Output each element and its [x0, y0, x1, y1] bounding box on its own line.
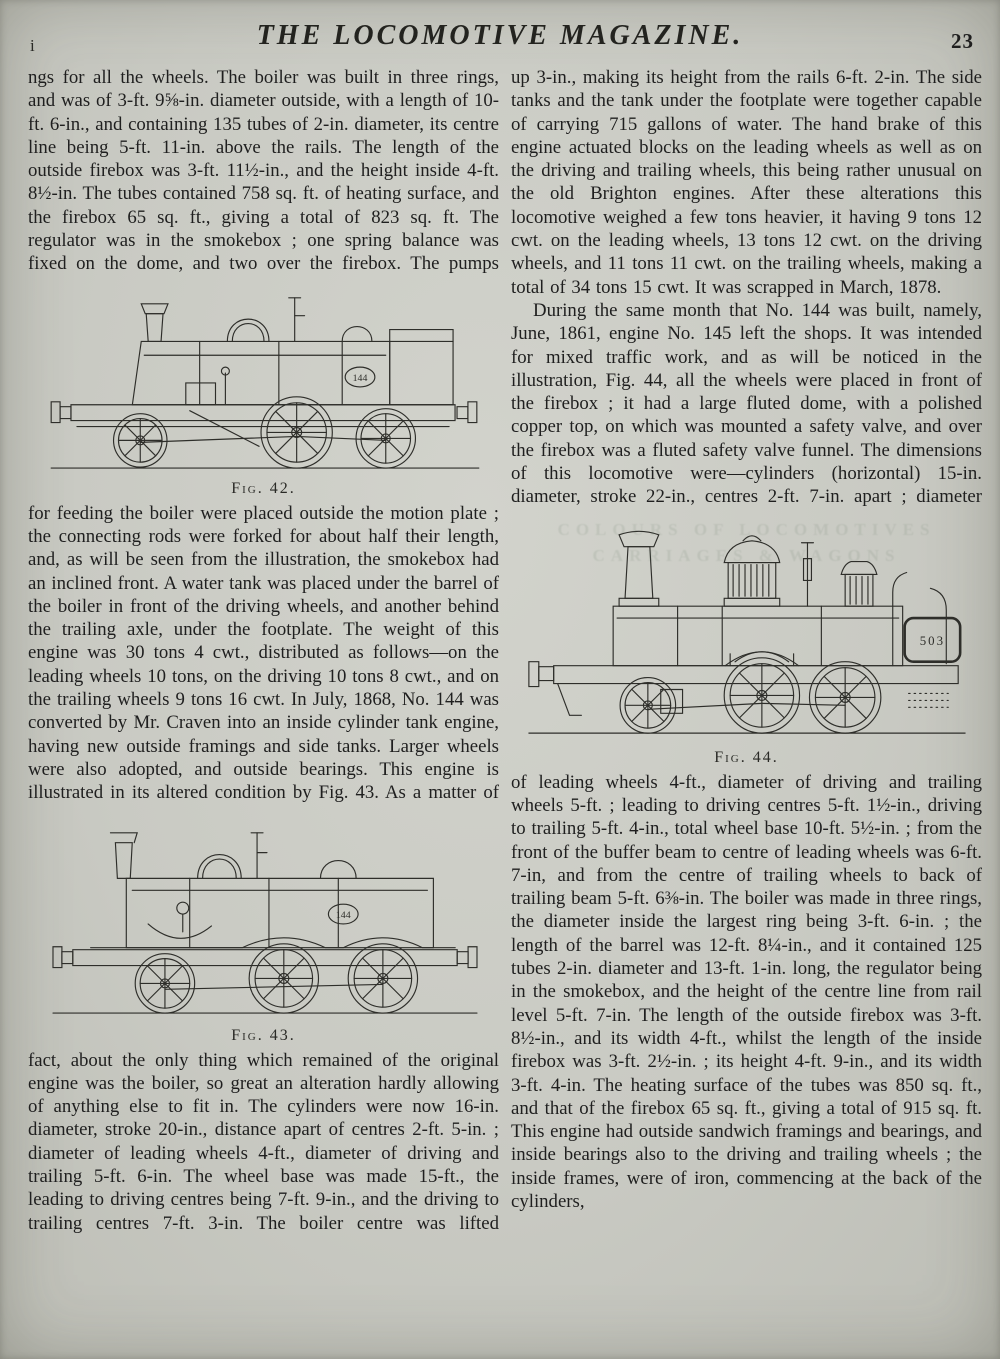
page-number: 23: [951, 29, 974, 53]
engine-number-plate: 144: [335, 909, 351, 921]
figure-caption: Fig. 44.: [714, 748, 779, 766]
figure-caption: Fig. 43.: [231, 1026, 296, 1044]
paragraph: fact, about the only thing which remained of the original engine was the boiler, so great an alteration hardly allowing of anything else to fit in. The cylinders were now 16-in. diameter, stroke 20-in., distance apart of centres 2-ft. 5-in. ; diameter of leading wheels 4-ft., diameter of driving and trailing 5-ft. 6-in. The wheel base was made 15-ft., the leading to driving centres being 7-ft. 9-in., and the driving to trailing centres 7-ft. 3-in. The boiler centre was lifted: [28, 1049, 499, 1234]
paragraph: During the same month that No. 144 was built, namely, June, 1861, engine No. 145 left the shops. It was intended for mixed traffic work, and as will be noticed in the illustration, Fig. 44, all the wheels were placed in front of the firebox ; it had a large fluted dome, with a polished copper top, on which was mounted a safety valve, and over the firebox was a fluted safety valve funnel. The dimensions of this locomotive were—cylinders (horizontal) 15-in. diameter, stroke 22-in., centres 2-ft. 7-in. apart ; diameter: [511, 299, 982, 508]
page-title: THE LOCOMOTIVE MAGAZINE.: [256, 20, 744, 51]
figure-caption: Fig. 42.: [231, 479, 296, 497]
locomotive-drawing-fig43: [41, 813, 487, 1025]
figure-44: [511, 515, 982, 767]
paragraph: of leading wheels 4-ft., diameter of driving and trailing wheels 5-ft. ; leading to driving centres 5-ft. 1½-in., driving to trailing 5-ft. 4-in., total wheel base 10-ft. 5½-in. ; from the front of the buffer beam to centre of leading wheels was 6-ft. 7-in, and from the centre of trailing wheels to back of trailing beam 5-ft. 6⅜-in. The boiler was made in three rings, the diameter inside the largest ring being 3-ft. 6-in. ; the length of the barrel was 12-ft. 8¼-in., and it contained 125 tubes 2-in. diameter and 13-ft. 1-in. long, the regulator being in the smokebox, and the height of the centre line from rail level 5-ft. 7-in. The length of the outside firebox was 3-ft. 8½-in., and its width 4-ft., whilst the length of the inside firebox was 3-ft. 2½-in. ; its height 4-ft. 9-in., and its width 3-ft. 4-in. The heating surface of the tubes was 850 sq. ft., and that of the firebox 65 sq. ft., giving a total of 915 sq. ft. This engine had outside sandwich framings and bearings, and inside bearings also to the driving and trailing wheels ; the inside frames, were of iron, commencing at the back of the cylinders,: [511, 771, 982, 1212]
locomotive-drawing-fig44: [512, 515, 982, 747]
engine-number-plate: 503: [919, 633, 945, 648]
ghost-bleedthrough-text: COLOURS OF LOCOMOTIVES CARRIAGES & WAGONS: [557, 519, 936, 565]
engine-number-plate: 144: [352, 372, 367, 384]
two-column-layout: [28, 66, 982, 1235]
paragraph: for feeding the boiler were placed outside the motion plate ; the connecting rods were forked for about half their length, and, as will be seen from the illustration, the smokebox had an inclined front. A water tank was placed under the barrel of the boiler in front of the driving wheels, and another behind the trailing axle, under the footplate. The weight of this engine was 30 tons 4 cwt., distributed as follows—on the leading wheels 10 tons, on the driving 10 tons 8 cwt., and on the trailing wheels 9 tons 16 cwt. In July, 1868, No. 144 was converted by Mr. Craven into an inside cylinder tank engine, having new outside framings and side tanks. Larger wheels were also adopted, and outside bearings. This engine is illustrated in its altered condition by Fig. 43. As a matter of: [28, 502, 499, 804]
left-column: [28, 66, 499, 1235]
paragraph: ngs for all the wheels. The boiler was built in three rings, and was of 3-ft. 9⅝-in. diameter outside, with a length of 10-ft. 6-in., and containing 135 tubes of 2-in. diameter, its centre line being 5-ft. 11-in. above the rails. The length of the outside firebox was 3-ft. 11½-in., and the height inside 4-ft. 8½-in. The tubes contained 758 sq. ft. of heating surface, and the firebox 65 sq. ft., giving a total of 823 sq. ft. The regulator was in the smokebox ; one spring balance was fixed on the dome, and two over the firebox. The pumps: [28, 67, 499, 275]
figure-43: [28, 813, 499, 1045]
figure-42: [28, 282, 499, 498]
margin-mark: i: [30, 36, 35, 55]
paragraph: up 3-in., making its height from the rails 6-ft. 2-in. The side tanks and the tank under the footplate were together capable of carrying 715 gallons of water. The hand brake of this engine actuated blocks on the leading wheels as well as on the driving and trailing wheels, this being rather unusual on the old Brighton engines. After these alterations this locomotive weighed a few tons heavier, it having 9 tons 12 cwt. on the leading wheels, 13 tons 12 cwt. on the driving wheels, and 11 tons 11 cwt. on the trailing wheels, making a total of 34 tons 15 cwt. It was scrapped in March, 1878.: [511, 67, 982, 298]
locomotive-drawing-fig42: [41, 282, 487, 478]
right-column: [511, 66, 982, 1235]
